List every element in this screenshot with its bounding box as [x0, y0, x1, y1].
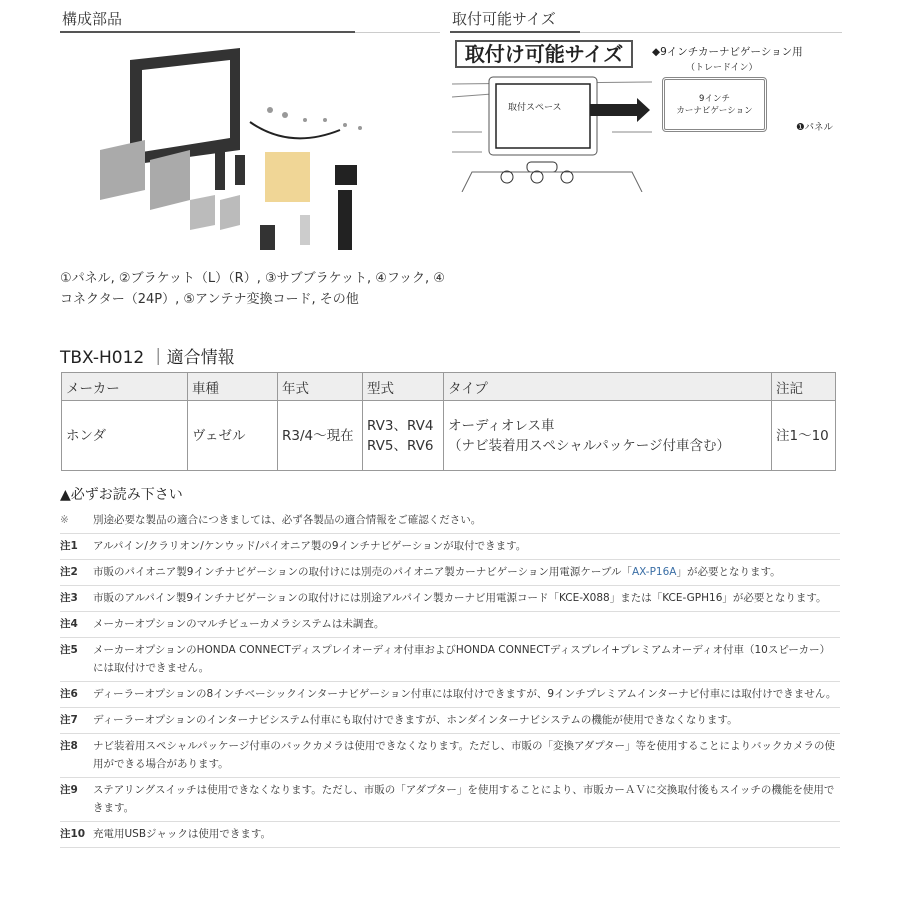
diagram-caption-sub: （トレードイン）: [686, 63, 758, 73]
divider: [450, 31, 580, 33]
notes-heading: [60, 484, 840, 504]
col-model: 型式: [363, 373, 444, 401]
note-key: 注3: [60, 592, 78, 604]
divider: [355, 32, 440, 33]
parts-illustration: [90, 40, 380, 260]
col-note: 注記: [772, 373, 836, 401]
navi-label-2: カーナビゲーション: [676, 106, 753, 116]
notes-heading-text: 必ずお読み下さい: [70, 487, 183, 503]
col-car: 車種: [188, 373, 278, 401]
note-text: ディーラーオプションの8インチベーシックインターナビゲーション付車には取付けできますが、9インチプレミアムインターナビ付車には取付けできません。: [93, 688, 837, 700]
parts-list-text: ①パネル, ②ブラケット（L）（R）, ③サブブラケット, ④フック, ④コネクター（24P）, ⑤アンテナ変換コード, その他: [60, 271, 445, 307]
cell-year: R3/4〜現在: [278, 401, 363, 471]
cell-type: [444, 401, 772, 471]
note-text: 充電用USBジャックは使用できます。: [93, 828, 272, 840]
note-item: [60, 534, 840, 560]
note-item: [60, 822, 840, 848]
note-key: 注1: [60, 540, 78, 552]
table-row: [62, 401, 836, 471]
note-item: [60, 612, 840, 638]
cell-car: ヴェゼル: [188, 401, 278, 471]
note-key: 注10: [60, 828, 86, 840]
note-item: [60, 708, 840, 734]
table-header-row: [62, 373, 836, 401]
note-text: 別途必要な製品の適合につきましては、必ず各製品の適合情報をご確認ください。: [93, 514, 482, 526]
note-item: [60, 682, 840, 708]
type-line-1: オーディオレス車: [448, 417, 555, 434]
note-key: 注6: [60, 688, 78, 700]
divider: [580, 32, 842, 33]
warning-icon: ▲: [60, 487, 71, 503]
note-key: 注5: [60, 644, 78, 656]
space-label: 取付スペース: [508, 103, 562, 113]
note-key: ※: [60, 514, 69, 526]
type-line-2: （ナビ装着用スペシャルパッケージ付車含む）: [448, 437, 731, 454]
note-item: [60, 560, 840, 586]
note-item: [60, 638, 840, 682]
model-heading: TBX-H012 ｜適合情報: [60, 348, 235, 368]
note-item: [60, 586, 840, 612]
col-year: 年式: [278, 373, 363, 401]
note-text: アルパイン/クラリオン/ケンウッド/パイオニア製の9インチナビゲーションが取付できます。: [93, 540, 527, 552]
col-type: タイプ: [444, 373, 772, 401]
note-item: [60, 734, 840, 778]
navi-label-1: 9インチ: [699, 94, 730, 104]
navi-box: [662, 77, 767, 132]
note-text: ディーラーオプションのインターナビシステム付車にも取付けできますが、ホンダインターナビシステムの機能が使用できなくなります。: [93, 714, 738, 726]
parts-section-title: 構成部品: [62, 10, 123, 28]
note-key: 注9: [60, 784, 78, 796]
compatibility-table: [61, 372, 836, 471]
model-line-1: RV3、RV4: [367, 417, 434, 434]
note-text: ナビ装着用スペシャルパッケージ付車のバックカメラは使用できなくなります。ただし、市販の「変換アダプター」等を使用することによりバックカメラの使用ができる場合があります。: [93, 740, 836, 770]
cell-model: [363, 401, 444, 471]
divider: [60, 31, 355, 33]
cell-maker: ホンダ: [62, 401, 188, 471]
panel-label: ❶パネル: [796, 122, 834, 133]
note-text-before: 市販のパイオニア製9インチナビゲーションの取付けには別売のパイオニア製カーナビゲーション用電源ケーブル「: [93, 566, 632, 578]
note-key: 注8: [60, 740, 78, 752]
ax-p16a-link[interactable]: AX-P16A: [631, 566, 677, 578]
note-key: 注4: [60, 618, 78, 630]
cell-note: 注1〜10: [772, 401, 836, 471]
note-text: メーカーオプションのマルチビューカメラシステムは未調査。: [93, 618, 385, 630]
dashboard-illustration: [452, 72, 652, 192]
size-banner: 取付け可能サイズ: [455, 40, 633, 68]
note-text: ステアリングスイッチは使用できなくなります。ただし、市販の「アダプター」を使用することにより、市販カーＡＶに交換取付後もスイッチの機能を使用できます。: [93, 784, 835, 814]
note-text: [93, 563, 781, 581]
note-item: [60, 508, 840, 534]
size-section-title: 取付可能サイズ: [452, 10, 556, 28]
note-key: 注7: [60, 714, 78, 726]
notes-section: [60, 484, 840, 848]
note-key: 注2: [60, 566, 78, 578]
model-line-2: RV5、RV6: [367, 437, 434, 454]
note-text: 市販のアルパイン製9インチナビゲーションの取付けには別途アルパイン製カーナビ用電源コード「KCE-X088」または「KCE-GPH16」が必要となります。: [93, 592, 827, 604]
note-text: メーカーオプションのHONDA CONNECTディスプレイオーディオ付車およびHONDA CONNECTディスプレイ+プレミアムオーディオ付車（10スピーカー）には取付けできません。: [93, 644, 831, 674]
diagram-caption: ◆9インチカーナビゲーション用: [652, 46, 803, 58]
note-text-after: 」が必要となります。: [676, 566, 781, 578]
col-maker: メーカー: [62, 373, 188, 401]
note-item: [60, 778, 840, 822]
